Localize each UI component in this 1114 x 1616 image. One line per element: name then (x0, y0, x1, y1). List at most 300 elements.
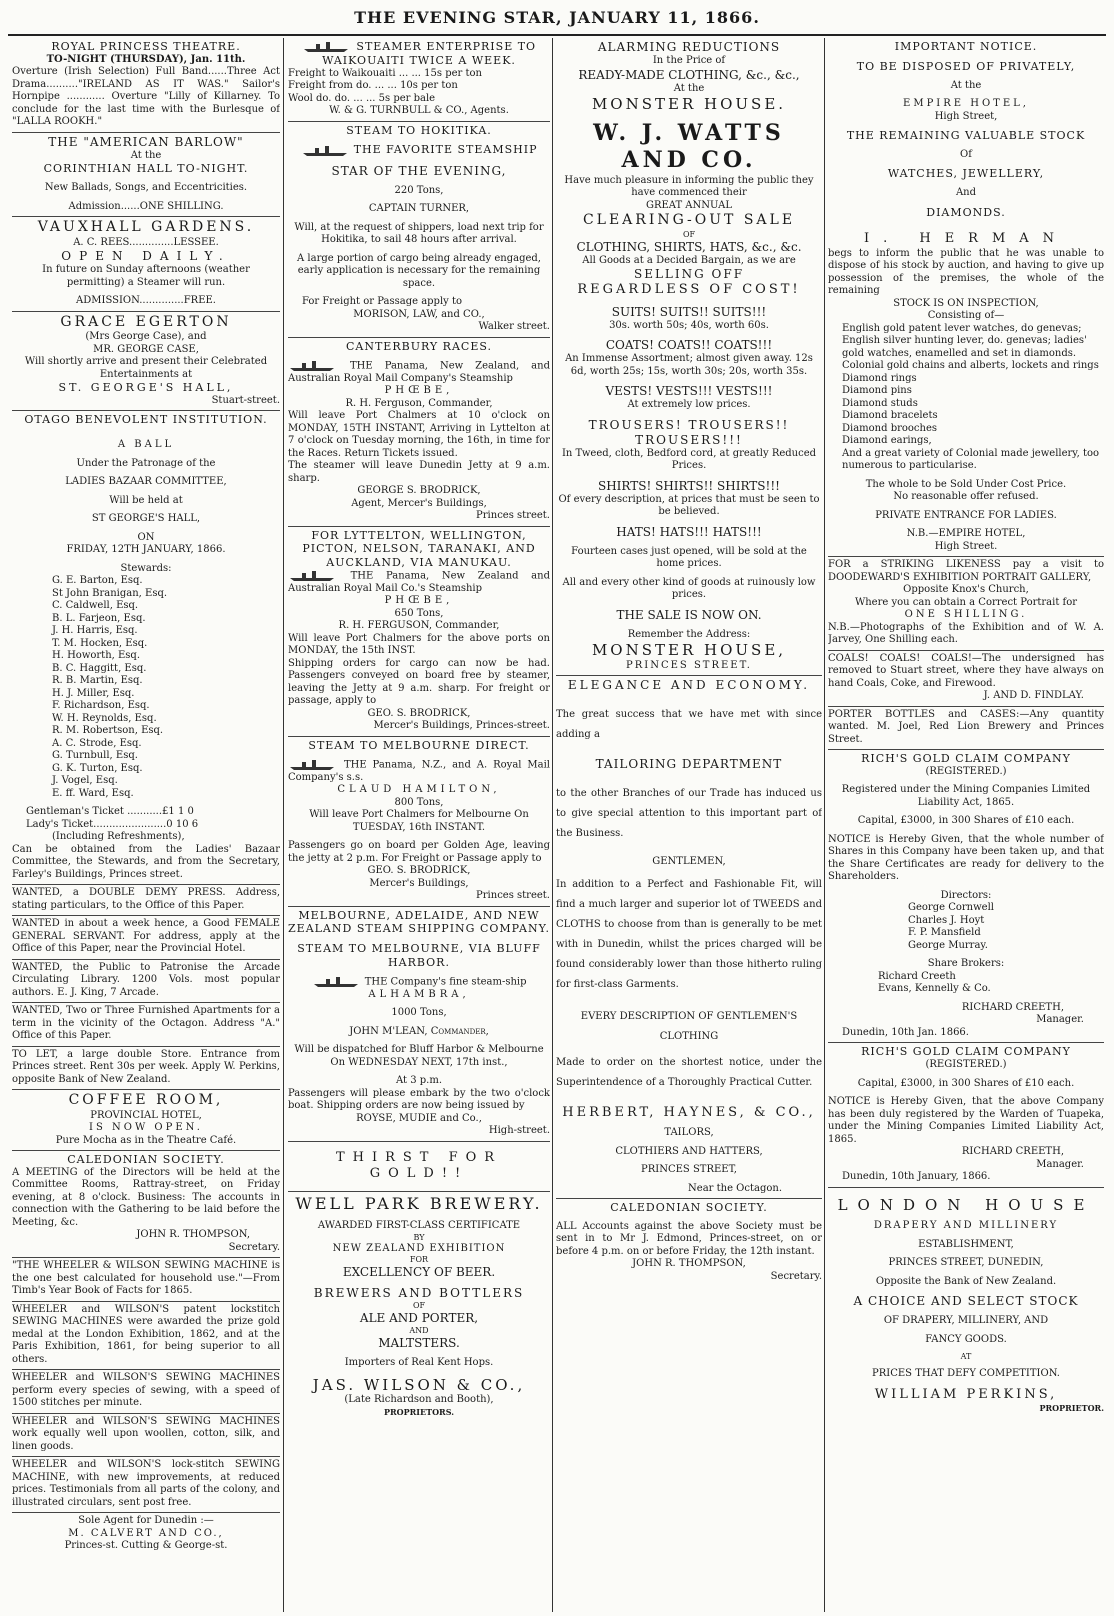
ad-text: Opposite the Bank of New Zealand. (875, 1275, 1057, 1287)
ad-text: GREAT ANNUAL (645, 199, 733, 211)
ad-body: Will leave Port Chalmers for Melbourne On TUESDAY, 16th INSTANT. (309, 809, 529, 833)
ad-text: AND (409, 1326, 429, 1335)
ad-for-lyttelton (288, 527, 550, 737)
stewards-list (12, 575, 280, 800)
ad-title: STEAM TO MELBOURNE DIRECT. (308, 738, 530, 752)
ad-text: Share Brokers: (927, 958, 1005, 970)
ad-text: Stewards: (120, 562, 172, 574)
top-rule (8, 34, 1106, 36)
ad-text: M. CALVERT AND CO., (68, 1527, 224, 1539)
ad-text: THE SALE IS NOW ON. (616, 607, 762, 622)
ad-text: A BALL (117, 439, 175, 450)
ad-text: MR. GEORGE CASE, (93, 343, 199, 355)
ship-name: STAR OF THE EVENING, (331, 163, 507, 178)
ad-body: Will be dispatched for Bluff Harbor & Melbourne On WEDNESDAY NEXT, 17th inst., (294, 1044, 544, 1068)
ad-text: ROYSE, MUDIE and Co., (356, 1112, 482, 1124)
ad-text: A. C. REES..............LESSEE. (73, 236, 219, 248)
ad-text: High Street, (934, 110, 998, 122)
ad-title: VAUXHALL GARDENS. (37, 219, 255, 235)
ad-text: Dunedin, 10th Jan. 1866. (842, 1026, 969, 1038)
ad-steam-melbourne (288, 737, 550, 907)
ad-richs-gold-claim-2 (828, 1043, 1104, 1187)
ad-title: RICH'S GOLD CLAIM COMPANY (861, 1045, 1071, 1059)
ad-text: JOHN R. THOMPSON, (632, 1258, 746, 1270)
jewellery-list (828, 323, 1104, 473)
column-1 (12, 38, 280, 1612)
list-item: St John Branigan, Esq. (52, 587, 168, 599)
ad-wanted-apartments: WANTED, Two or Three Furnished Apartments for a term in the vicinity of the Octagon. Address "A." Office of this Paper. (12, 1003, 280, 1047)
ad-body-text: THE Panama, New Zealand and Australian Royal Mail Co.'s Steamship (288, 570, 550, 594)
ad-wheeler-3: WHEELER and WILSON'S SEWING MACHINES perform every species of sewing, with a speed of 1500 stitches per minute. (12, 1370, 280, 1414)
ad-vauxhall-gardens (12, 217, 280, 312)
ad-wheeler-1: "THE WHEELER & WILSON SEWING MACHINE is the one best calculated for household use."—From Timb's Year Book of Facts for 1865. (12, 1258, 280, 1302)
ad-text: Under the Patronage of the (76, 457, 216, 469)
ad-title: ROYAL PRINCESS THEATRE. (51, 40, 241, 53)
ad-text: AT (960, 1352, 972, 1362)
ad-steamer-enterprise (288, 38, 550, 122)
ad-body: Will leave Port Chalmers at 10 o'clock on MONDAY, 15TH INSTANT, Arriving in Lyttelton at 7 o'clock on Tuesday morning, the 16th, in time for the Races. Return Tickets issued. (288, 410, 550, 459)
ad-text: TROUSERS! TROUSERS!! TROUSERS!!! (588, 417, 790, 447)
ad-text: High Street. (934, 540, 998, 552)
ad-london-house (828, 1188, 1104, 1417)
ad-body: NOTICE is Hereby Given, that the above Company has been duly registered by the Warden of Tuapeka, under the Mining Companies Limited Liability Act, 1865. (828, 1096, 1104, 1145)
ad-wheeler-2: WHEELER and WILSON'S patent lockstitch SEWING MACHINES were awarded the prize gold medal at the London Exhibition, 1862, and at the Paris Exhibition, 1861, for being superior to all others. (12, 1302, 280, 1371)
ad-text: CLOTHIERS AND HATTERS, (615, 1145, 763, 1157)
ad-text: ADMISSION..............FREE. (76, 295, 216, 306)
ad-text: 220 Tons, (394, 184, 444, 196)
ad-text: Admission......ONE SHILLING. (68, 200, 224, 212)
ad-body: Overture (Irish Selection) Full Band......Three Act Drama.........."IRELAND AS IT WAS." Sailor's Hornpipe ............ Overture "Lilly of Killarney. To conclude for the last time with the Burlesque of "LALLA ROOKH." (12, 66, 280, 128)
ad-text: TO BE DISPOSED OF PRIVATELY, (856, 59, 1076, 73)
ad-text: In the Price of (652, 55, 726, 66)
ad-body: COALS! COALS! COALS!—The undersigned has removed to Stuart street, where they have always on hand Coals, Coke, and Firewood. (828, 652, 1104, 689)
ad-text: Where you can obtain a Correct Portrait for (854, 596, 1078, 608)
ad-text: ST GEORGE'S HALL, (91, 513, 201, 524)
list-item: F. Richardson, Esq. (52, 700, 150, 711)
steamship-icon (301, 145, 351, 157)
ad-body: Shipping orders for cargo can now be had. Passengers conveyed on board free by steamer, leaving the Jetty at 9 a.m. sharp. For freight or passage, apply to (288, 657, 550, 707)
ad-text: PRICES THAT DEFY COMPETITION. (872, 1368, 1060, 1380)
ad-text: 800 Tons, (394, 796, 444, 808)
ad-coffee-room (12, 1090, 280, 1151)
ad-text: WATCHES, JEWELLERY, (887, 167, 1045, 181)
list-item: J. Vogel, Esq. (52, 775, 118, 786)
firm-name: W. J. WATTS AND CO. (593, 119, 785, 174)
ad-text: High-street. (488, 1125, 550, 1136)
ad-elegance-economy (556, 676, 822, 1199)
ad-text: FOR (409, 1255, 429, 1264)
list-item: And a great variety of Colonial made jewellery, too numerous to particularise. (842, 447, 1100, 471)
ad-title: FOR LYTTELTON, WELLINGTON, PICTON, NELSON, TARANAKI, AND AUCKLAND, VIA MANUKAU. (302, 528, 536, 569)
ad-steam-hokitika (288, 122, 550, 338)
ad-title: CANTERBURY RACES. (345, 339, 492, 353)
list-item: Diamond earings, (842, 435, 932, 446)
ad-richs-gold-claim-1 (828, 750, 1104, 1043)
ad-subtitle: TO-NIGHT (THURSDAY), Jan. 11th. (46, 53, 246, 65)
ad-text: READY-MADE CLOTHING, &c., &c., (578, 67, 800, 82)
ad-body: Can be obtained from the Ladies' Bazaar Committee, the Stewards, and from the Secretary, Farley's Buildings, Princes street. (12, 843, 280, 880)
ad-text: ST. GEORGE'S HALL, (58, 381, 234, 394)
ad-body-text: THE Company's fine steam-ship (364, 976, 527, 987)
ad-text: PRINCES STREET. (626, 659, 752, 671)
ad-text: SELLING OFF (633, 267, 745, 282)
steamship-icon (288, 759, 338, 771)
list-item: H. J. Miller, Esq. (52, 687, 135, 699)
ad-text: JOHN M'LEAN, Commander, (349, 1025, 489, 1037)
ad-text: OF (412, 1301, 426, 1310)
ad-body: All and every other kind of goods at ruinously low prices. (562, 576, 816, 600)
ad-text: A CHOICE AND SELECT STOCK (853, 1294, 1079, 1309)
ad-text: DRAPERY AND MILLINERY (873, 1220, 1059, 1232)
ad-text: Secretary. (228, 1241, 280, 1253)
list-item: J. H. Harris, Esq. (52, 625, 138, 636)
ad-coals (828, 651, 1104, 707)
ad-body: An Immense Assortment; almost given away. 12s 6d, worth 25s; 15s, worth 30s; 20s, worth 35s. (565, 353, 813, 377)
list-item: R. M. Robertson, Esq. (52, 725, 164, 736)
ad-text: NEW ZEALAND EXHIBITION (332, 1242, 506, 1254)
ad-text: Agent, Mercer's Buildings, (351, 497, 487, 509)
ad-text: CAPTAIN TURNER, (368, 203, 470, 215)
ad-subtitle: STEAM TO MELBOURNE, VIA BLUFF HARBOR. (297, 942, 541, 969)
ad-title: WELL PARK BREWERY. (295, 1194, 543, 1213)
column-4 (828, 38, 1104, 1612)
ad-text: JAS. WILSON & CO., (312, 1375, 526, 1394)
ad-text: GEORGE S. BRODRICK, (357, 485, 481, 496)
ad-title: RICH'S GOLD CLAIM COMPANY (861, 752, 1071, 765)
list-item: B. C. Haggitt, Esq. (52, 662, 147, 674)
ad-text: Remember the Address: (627, 628, 751, 640)
ad-text: EMPIRE HOTEL, (903, 98, 1029, 109)
ad-text: BREWERS AND BOTTLERS (313, 1286, 525, 1300)
ad-text: ESTABLISHMENT, (918, 1238, 1014, 1250)
ad-text: Pure Mocha as in the Theatre Café. (55, 1134, 237, 1146)
ad-wanted-servant: WANTED in about a week hence, a Good FEMALE GENERAL SERVANT. For address, apply at the Office of this Paper, near the Provincial Hotel. (12, 916, 280, 960)
ad-text: Mercer's Buildings, (369, 877, 469, 889)
firm-name: LONDON HOUSE (837, 1195, 1095, 1214)
ad-porter-bottles: PORTER BOTTLES and CASES:—Any quantity wanted. M. Joel, Red Lion Brewery and Princes Street. (828, 707, 1104, 751)
list-item: H. Howorth, Esq. (52, 650, 141, 661)
ad-body: Passengers will please embark by the two o'clock boat. Shipping orders are now being issued by (288, 1087, 550, 1111)
ad-american-barlow (12, 133, 280, 217)
ad-text: ALE AND PORTER, (359, 1311, 479, 1325)
ad-text: RICHARD CREETH, (961, 1001, 1064, 1013)
brokers-list (828, 971, 1104, 996)
list-item: Evans, Kennelly & Co. (878, 983, 991, 995)
ad-text: EVERY DESCRIPTION OF GENTLEMEN'S CLOTHING (580, 1010, 798, 1042)
ad-text: FRIDAY, 12TH JANUARY, 1866. (66, 544, 226, 555)
ad-body: The steamer will leave Dunedin Jetty at 9 a.m. sharp. (288, 460, 550, 484)
ad-text: OF DRAPERY, MILLINERY, AND (883, 1315, 1049, 1327)
ad-wheeler-5: WHEELER and WILSON'S lock-stitch SEWING MACHINE, with new improvements, at reduced prices. Testimonials from all parts of the colony, and illustrated circulars, sent post free. (12, 1457, 280, 1513)
ad-body: Registered under the Mining Companies Limited Liability Act, 1865. (841, 784, 1091, 808)
ad-text: At the (130, 149, 162, 161)
ad-text: Princes street. (476, 890, 550, 901)
ad-text: J. AND D. FINDLAY. (983, 690, 1084, 701)
ad-grace-egerton (12, 312, 280, 412)
ad-text: JOHN R. THOMPSON, (136, 1229, 250, 1241)
ad-important-notice (828, 38, 1104, 557)
ad-title: COFFEE ROOM, (68, 1092, 224, 1108)
list-item: Diamond pins (842, 385, 912, 396)
ad-text: HATS! HATS!!! HATS!!! (616, 524, 762, 539)
ad-text: PRIVATE ENTRANCE FOR LADIES. (875, 509, 1057, 521)
ad-text: Directors: (940, 889, 992, 901)
ad-text: The whole to be Sold Under Cost Price. (865, 478, 1067, 490)
firm-name: WILLIAM PERKINS, (874, 1386, 1058, 1402)
ad-title: CALEDONIAN SOCIETY. (610, 1201, 768, 1214)
ad-body: Of every description, at prices that must be seen to be believed. (558, 493, 820, 517)
ad-text: GEO. S. BRODRICK, (367, 865, 471, 876)
ad-text: R. H. FERGUSON, Commander, (338, 620, 500, 632)
steamship-icon (288, 570, 338, 582)
ad-text: Capital, £3000, in 300 Shares of £10 each. (857, 1077, 1075, 1089)
ad-body (288, 360, 550, 386)
ad-body: Will leave Port Chalmers for the above ports on MONDAY, the 15th INST. (288, 632, 550, 657)
ad-doodeward-gallery (828, 557, 1104, 651)
ad-caledonian-society (12, 1151, 280, 1258)
ad-body: In Tweed, cloth, Bedford cord, at greatly Reduced Prices. (561, 447, 817, 471)
ad-text: MONSTER HOUSE. (591, 95, 787, 113)
ad-text: MONSTER HOUSE, (591, 641, 787, 659)
ad-wheeler-4: WHEELER and WILSON'S SEWING MACHINES work equally well upon woollen, cotton, silk, and linen goods. (12, 1414, 280, 1458)
ad-body: to the other Branches of our Trade has induced us to give special attention to this important part of the Business. (556, 788, 822, 840)
ad-text: Will be held at (109, 494, 183, 506)
ad-text: REGARDLESS OF COST! (577, 282, 801, 298)
ad-text: Sole Agent for Dunedin :— (78, 1515, 214, 1527)
ad-text: STOCK IS ON INSPECTION, (893, 297, 1039, 309)
ad-text: DIAMONDS. (926, 205, 1006, 219)
ad-body: The great success that we have met with since adding a (556, 709, 822, 741)
ad-text: TAILORING DEPARTMENT (595, 757, 783, 772)
ad-text: Princes-st. Cutting & George-st. (64, 1540, 228, 1552)
ad-text: 30s. worth 50s; 40s, worth 60s. (609, 319, 769, 331)
ad-text: (Including Refreshments), (52, 831, 185, 842)
steamship-icon (288, 360, 338, 372)
ad-text: MORISON, LAW, and CO., (353, 308, 485, 320)
ship-name: PHŒBE, (384, 595, 454, 607)
ad-text: Freight to Waikouaiti ... ... 15s per ton (288, 67, 482, 79)
ad-text: At the (950, 79, 982, 91)
masthead: THE EVENING STAR, JANUARY 11, 1866. (354, 8, 760, 27)
ad-text: PROPRIETORS. (384, 1406, 454, 1417)
list-item: Colonial gold chains and alberts, lockets and rings (842, 360, 1099, 371)
ad-text: Secretary. (770, 1270, 822, 1282)
ad-title: THE "AMERICAN BARLOW" (48, 134, 244, 149)
ad-text: 650 Tons, (394, 607, 444, 619)
ad-title: OTAGO BENEVOLENT INSTITUTION. (24, 413, 268, 427)
ad-canterbury-races (288, 338, 550, 527)
ad-text (288, 143, 550, 158)
firm-name: HERBERT, HAYNES, & CO., (562, 1104, 816, 1120)
ad-text: SHIRTS! SHIRTS!! SHIRTS!!! (598, 478, 780, 493)
ad-text: Importers of Real Kent Hops. (344, 1357, 494, 1368)
ad-text: AWARDED FIRST-CLASS CERTIFICATE (317, 1220, 521, 1231)
ad-title-text: STEAMER ENTERPRISE TO WAIKOUAITI TWICE A WEEK. (322, 40, 537, 67)
ad-text: (REGISTERED.) (925, 1059, 1007, 1070)
ad-text: All Goods at a Decided Bargain, as we are (582, 254, 796, 266)
list-item: Diamond rings (842, 372, 917, 384)
ad-text: GENTLEMEN, (652, 856, 726, 868)
list-item: A. C. Strode, Esq. (52, 737, 142, 749)
ad-title: ALARMING REDUCTIONS (597, 40, 781, 54)
list-item: F. P. Mansfield (908, 927, 981, 939)
ad-text: (Late Richardson and Booth), (344, 1394, 494, 1406)
ad-title: GRACE EGERTON (60, 313, 232, 330)
list-item: B. L. Farjeon, Esq. (52, 612, 146, 624)
ad-body: A MEETING of the Directors will be held at the Committee Rooms, Rattray-street, on Friday evening, at 8 o'clock. Business: The accounts in connection with the Gathering to be laid before the Meeting, &c. (12, 1166, 280, 1228)
ad-caledonian-accounts (556, 1199, 822, 1286)
ad-body (288, 759, 550, 785)
ad-body: ALL Accounts against the above Society must be sent in to Mr J. Edmond, Princes-street, on or before 4 p.m. on or before Friday, the 12th instant. (556, 1220, 822, 1257)
ship-name: CLAUD HAMILTON, (337, 784, 501, 795)
ad-text: Opposite Knox's Church, (903, 584, 1029, 595)
ad-text: SUITS! SUITS!! SUITS!!! (611, 304, 767, 319)
ad-text: Capital, £3000, in 300 Shares of £10 each. (857, 815, 1075, 827)
ad-body: A large portion of cargo being already engaged, early application is necessary for the remaining space. (297, 252, 541, 289)
ad-text: Manager. (1036, 1158, 1084, 1170)
ad-text: THE REMAINING VALUABLE STOCK (846, 129, 1086, 142)
ad-title (288, 40, 550, 68)
list-item: George Murray. (908, 939, 988, 951)
list-item: G. E. Barton, Esq. (52, 575, 143, 586)
ad-text: PRINCES STREET, DUNEDIN, (888, 1257, 1044, 1269)
ad-wanted-press: WANTED, a DOUBLE DEMY PRESS. Address, stating particulars, to the Office of this Paper. (12, 885, 280, 916)
ad-text: PROVINCIAL HOTEL, (90, 1109, 202, 1121)
ad-title: STEAM TO HOKITIKA. (346, 123, 492, 137)
list-item: Richard Creeth (878, 970, 956, 982)
ad-body: New Ballads, Songs, and Eccentricities. (44, 182, 248, 193)
ad-to-let: TO LET, a large double Store. Entrance from Princes street. Rent 30s per week. Apply W. Perkins, opposite Bank of New Zealand. (12, 1047, 280, 1091)
list-item: George Cornwell (908, 902, 994, 914)
ad-text: No reasonable offer refused. (893, 491, 1039, 502)
list-item: Diamond studs (842, 397, 918, 409)
ad-text: (REGISTERED.) (925, 765, 1007, 777)
ad-text: At the (673, 82, 705, 94)
ad-text: Stuart-street. (211, 394, 280, 406)
ad-text: At extremely low prices. (627, 399, 751, 410)
ad-royal-princess-theatre (12, 38, 280, 133)
ad-body: Made to order on the shortest notice, under the Superintendence of a Thoroughly Practical Cutter. (556, 1056, 822, 1088)
ad-wanted-library: WANTED, the Public to Patronise the Arcade Circulating Library. 1200 Vols. most popular authors. E. J. King, 7 Arcade. (12, 960, 280, 1004)
ad-text: Mercer's Buildings, Princes-street. (373, 720, 550, 732)
ad-well-park-brewery (288, 1192, 550, 1420)
list-item: W. H. Reynolds, Esq. (52, 712, 157, 724)
ad-text: Princes street. (476, 510, 550, 521)
ad-text: CLEARING-OUT SALE (582, 212, 796, 229)
firm-name: I. HERMAN (863, 231, 1069, 247)
column-rule (283, 38, 284, 1612)
list-item: C. Caldwell, Esq. (52, 600, 139, 611)
ad-text: EXCELLENCY OF BEER. (342, 1265, 496, 1279)
ad-body: Passengers go on board per Golden Age, leaving the jetty at 2 p.m. For Freight or Passage apply to (288, 840, 550, 864)
list-item: Diamond bracelets (842, 410, 938, 421)
ad-thirst-for-gold (288, 1142, 550, 1193)
ad-monster-house (556, 38, 822, 676)
ad-text: Wool do. do. ... ... 5s per bale (288, 92, 436, 104)
ad-body: N.B.—Photographs of the Exhibition and of W. A. Jarvey, One Shilling each. (828, 621, 1104, 645)
ad-text: R. H. Ferguson, Commander, (345, 397, 493, 409)
ad-body (288, 976, 550, 989)
ad-text: VESTS! VESTS!!! VESTS!!! (605, 384, 773, 398)
ad-body: NOTICE is Hereby Given, that the whole number of Shares in this Company have been taken up, and that the Share Certificates are ready for delivery to the Shareholders. (828, 833, 1104, 883)
ad-title: CALEDONIAN SOCIETY. (67, 1153, 225, 1166)
ad-text: For Freight or Passage apply to (302, 296, 463, 308)
ad-text: N.B.—EMPIRE HOTEL, (906, 528, 1026, 539)
ad-text: GEO. S. BRODRICK, (367, 707, 471, 719)
ad-text: LADIES BAZAAR COMMITTEE, (65, 476, 227, 487)
ad-body-text: THE Panama, N.Z., and A. Royal Mail Company's s.s. (288, 759, 550, 783)
ad-title: THIRST FOR GOLD!! (335, 1149, 503, 1181)
ad-text: CORINTHIAN HALL TO-NIGHT. (43, 162, 249, 176)
column-3 (556, 38, 822, 1612)
ad-text: At 3 p.m. (395, 1075, 443, 1086)
ad-text: Dunedin, 10th January, 1866. (842, 1171, 991, 1182)
list-item: Charles J. Hoyt (908, 914, 985, 926)
ad-text: Of (960, 148, 972, 160)
ad-body: Have much pleasure in informing the public they have commenced their (564, 174, 814, 199)
ad-title: ELEGANCE AND ECONOMY. (567, 678, 811, 693)
column-2 (288, 38, 550, 1612)
list-item: E. ff. Ward, Esq. (52, 787, 134, 799)
ad-text: W. & G. TURNBULL & CO., Agents. (329, 105, 509, 116)
ad-text: And (955, 187, 977, 198)
ad-text: Manager. (1036, 1014, 1084, 1026)
ad-text: THE FAVORITE STEAMSHIP (353, 143, 538, 157)
ad-body: In addition to a Perfect and Fashionable Fit, will find a much larger and superior lot of TWEEDS and CLOTHS to choose from than is generally to be met with in Dunedin, whilst the prices charged will be found considerably lower than those hitherto ruling for first-class Garments. (556, 878, 822, 990)
ad-text: Freight from do. ... ... 10s per ton (288, 80, 458, 91)
column-rule (824, 38, 825, 1612)
ad-text: OF (682, 229, 696, 239)
list-item: T. M. Hocken, Esq. (52, 637, 148, 649)
ad-text: (Mrs George Case), and (85, 331, 207, 342)
ad-text: Near the Octagon. (688, 1182, 782, 1194)
list-item: R. B. Martin, Esq. (52, 675, 143, 686)
list-item: English gold patent lever watches, do genevas; English silver hunting lever, do. genevas; ladies' gold watches, enamelled and set in diamonds. (842, 322, 1087, 359)
ad-body: In future on Sunday afternoons (weather permitting) a Steamer will run. (42, 264, 250, 288)
ad-text: CLOTHING, SHIRTS, HATS, &c., &c. (576, 239, 802, 254)
ad-body (288, 570, 550, 596)
ad-title: MELBOURNE, ADELAIDE, AND NEW ZEALAND STEAM SHIPPING COMPANY. (288, 908, 550, 936)
steamship-icon (312, 976, 362, 988)
list-item: G. K. Turton, Esq. (52, 762, 143, 774)
ad-text: PRINCES STREET, (641, 1164, 737, 1175)
ad-text: PROPRIETOR. (1039, 1403, 1104, 1413)
ad-text: Walker street. (478, 321, 550, 333)
ad-text: ON (137, 531, 155, 543)
ad-otago-benevolent (12, 411, 280, 885)
ad-text: TAILORS, (664, 1127, 714, 1138)
ad-text: OPEN DAILY. (61, 249, 231, 263)
list-item: G. Turnbull, Esq. (52, 750, 138, 761)
ad-melbourne-adelaide (288, 907, 550, 1142)
steamship-icon (302, 41, 352, 53)
ad-body: begs to inform the public that he was unable to dispose of his stock by auction, and having to give up possession of the premises, the whole of the remaining (828, 247, 1104, 296)
ad-text: Consisting of— (927, 310, 1005, 321)
ship-name: ALHAMBRA, (368, 988, 470, 1000)
ad-text: 1000 Tons, (391, 1007, 447, 1018)
ad-body: Will, at the request of shippers, load next trip for Hokitika, to sail 48 hours after arrival. (294, 221, 544, 246)
ad-text: FANCY GOODS. (925, 1333, 1007, 1345)
column-rule (552, 38, 553, 1612)
ad-body-text: THE Panama, New Zealand, and Australian Royal Mail Company's Steamship (288, 360, 550, 384)
ad-text: RICHARD CREETH, (961, 1146, 1064, 1157)
ad-text: Gentleman's Ticket ...........£1 1 0 (26, 806, 194, 817)
ad-sole-agent (12, 1513, 280, 1556)
ad-body: FOR a STRIKING LIKENESS pay a visit to DOODEWARD'S EXHIBITION PORTRAIT GALLERY, (828, 559, 1104, 583)
ad-text: Lady's Ticket.......................0 10 6 (26, 818, 199, 830)
ad-text: MALTSTERS. (378, 1336, 460, 1350)
ship-name: PHŒBE, (384, 385, 454, 396)
